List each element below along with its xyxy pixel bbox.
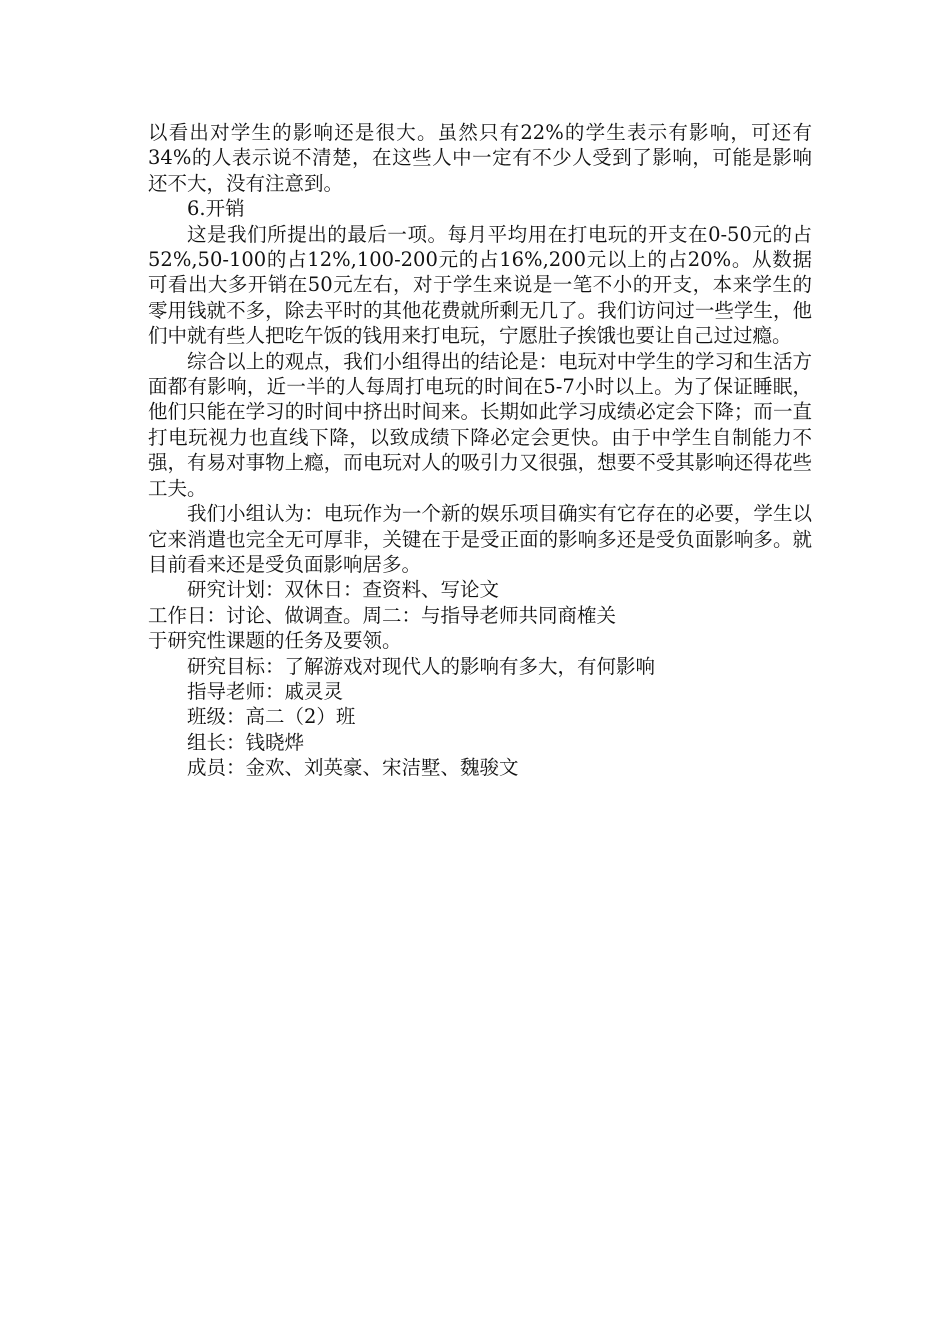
research-goal: 研究目标：了解游戏对现代人的影响有多大，有何影响 [187, 654, 656, 678]
group-leader: 组长：钱晓烨 [187, 730, 305, 754]
paragraph-conclusion: 综合以上的观点，我们小组得出的结论是：电玩对中学生的学习和生活方面都有影响，近一半的人每周打电玩的时间在5-7小时以上。为了保证睡眠，他们只能在学习的时间中挤出时间来。长期如此学习成绩必定会下降；而一直打电玩视力也直线下降，以致成绩下降必定会更快。由于中学生自制能力不强，有易对事物上瘾，而电玩对人的吸引力又很强，想要不受其影响还得花些工夫。 [148, 349, 812, 500]
research-plan-weekday-cont: 于研究性课题的任务及要领。 [148, 629, 402, 653]
paragraph-continuation: 以看出对学生的影响还是很大。虽然只有22%的学生表示有影响，可还有34%的人表示说不清楚，在这些人中一定有不少人受到了影响，可能是影响还不大，没有注意到。 [148, 121, 812, 195]
research-plan-weekday: 工作日：讨论、做调查。周二：与指导老师共同商榷关 [148, 603, 617, 627]
research-plan-line: 研究计划：双休日：查资料、写论文 [187, 578, 500, 602]
document-body [148, 120, 812, 781]
class-info: 班级：高二（2）班 [187, 705, 356, 729]
advisor-teacher: 指导老师：戚灵灵 [187, 679, 344, 703]
group-members: 成员：金欢、刘英豪、宋洁墅、魏骏文 [187, 756, 519, 780]
paragraph-expense: 这是我们所提出的最后一项。每月平均用在打电玩的开支在0-50元的占52%,50-100的占12%,100-200元的占16%,200元以上的占20%。从数据可看出大多开销在50元左右，对于学生来说是一笔不小的开支，本来学生的零用钱就不多，除去平时的其他花费就所剩无几了。我们访问过一些学生，他们中就有些人把吃午饭的钱用来打电玩，宁愿肚子挨饿也要让自己过过瘾。 [148, 222, 812, 348]
paragraph-opinion: 我们小组认为：电玩作为一个新的娱乐项目确实有它存在的必要，学生以它来消遣也完全无可厚非，关键在于是受正面的影响多还是受负面影响多。就目前看来还是受负面影响居多。 [148, 502, 812, 576]
section-heading-expense: 6.开销 [187, 197, 245, 221]
